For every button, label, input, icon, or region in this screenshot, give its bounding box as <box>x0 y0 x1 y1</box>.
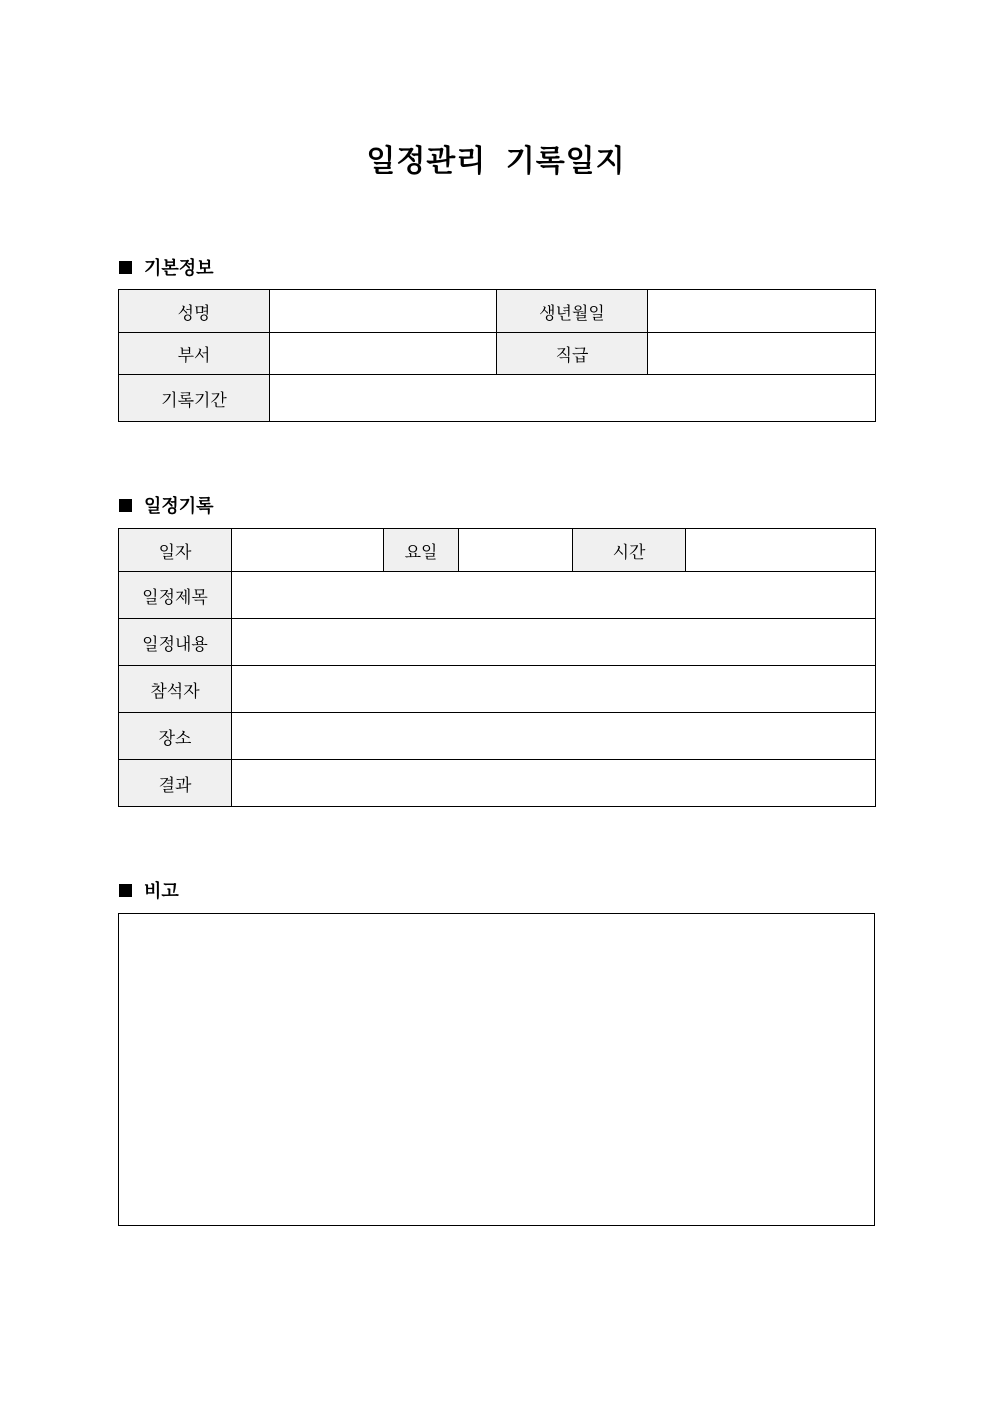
department-field[interactable] <box>270 333 497 375</box>
schedule-content-label: 일정내용 <box>119 619 232 666</box>
day-of-week-field[interactable] <box>459 529 573 572</box>
table-row <box>119 666 876 713</box>
location-label: 장소 <box>119 713 232 760</box>
name-field[interactable] <box>270 290 497 333</box>
remarks-heading-text: 비고 <box>144 881 179 902</box>
table-row <box>119 713 876 760</box>
schedule-record-heading <box>119 492 214 518</box>
schedule-record-table <box>118 528 876 807</box>
date-label: 일자 <box>119 529 232 572</box>
basic-info-heading <box>119 254 214 280</box>
black-square-icon <box>119 499 132 512</box>
table-row <box>119 619 876 666</box>
result-label: 결과 <box>119 760 232 807</box>
table-row <box>119 760 876 807</box>
birth-date-field[interactable] <box>648 290 876 333</box>
table-row <box>119 572 876 619</box>
position-label: 직급 <box>497 333 648 375</box>
schedule-record-heading-text: 일정기록 <box>144 496 214 517</box>
record-period-field[interactable] <box>270 375 876 422</box>
basic-info-heading-text: 기본정보 <box>144 258 214 279</box>
table-row <box>119 290 876 333</box>
document-title: 일정관리 기록일지 <box>366 144 626 179</box>
birth-date-label: 생년월일 <box>497 290 648 333</box>
attendees-label: 참석자 <box>119 666 232 713</box>
time-field[interactable] <box>686 529 876 572</box>
table-row <box>119 529 876 572</box>
black-square-icon <box>119 261 132 274</box>
schedule-title-label: 일정제목 <box>119 572 232 619</box>
position-field[interactable] <box>648 333 876 375</box>
remarks-heading <box>119 877 179 903</box>
attendees-field[interactable] <box>232 666 876 713</box>
day-of-week-label: 요일 <box>384 529 459 572</box>
black-square-icon <box>119 884 132 897</box>
schedule-content-field[interactable] <box>232 619 876 666</box>
name-label: 성명 <box>119 290 270 333</box>
basic-info-table <box>118 289 876 422</box>
department-label: 부서 <box>119 333 270 375</box>
remarks-field[interactable] <box>118 913 875 1226</box>
schedule-title-field[interactable] <box>232 572 876 619</box>
date-field[interactable] <box>232 529 384 572</box>
record-period-label: 기록기간 <box>119 375 270 422</box>
result-field[interactable] <box>232 760 876 807</box>
location-field[interactable] <box>232 713 876 760</box>
time-label: 시간 <box>573 529 686 572</box>
table-row <box>119 333 876 375</box>
table-row <box>119 375 876 422</box>
